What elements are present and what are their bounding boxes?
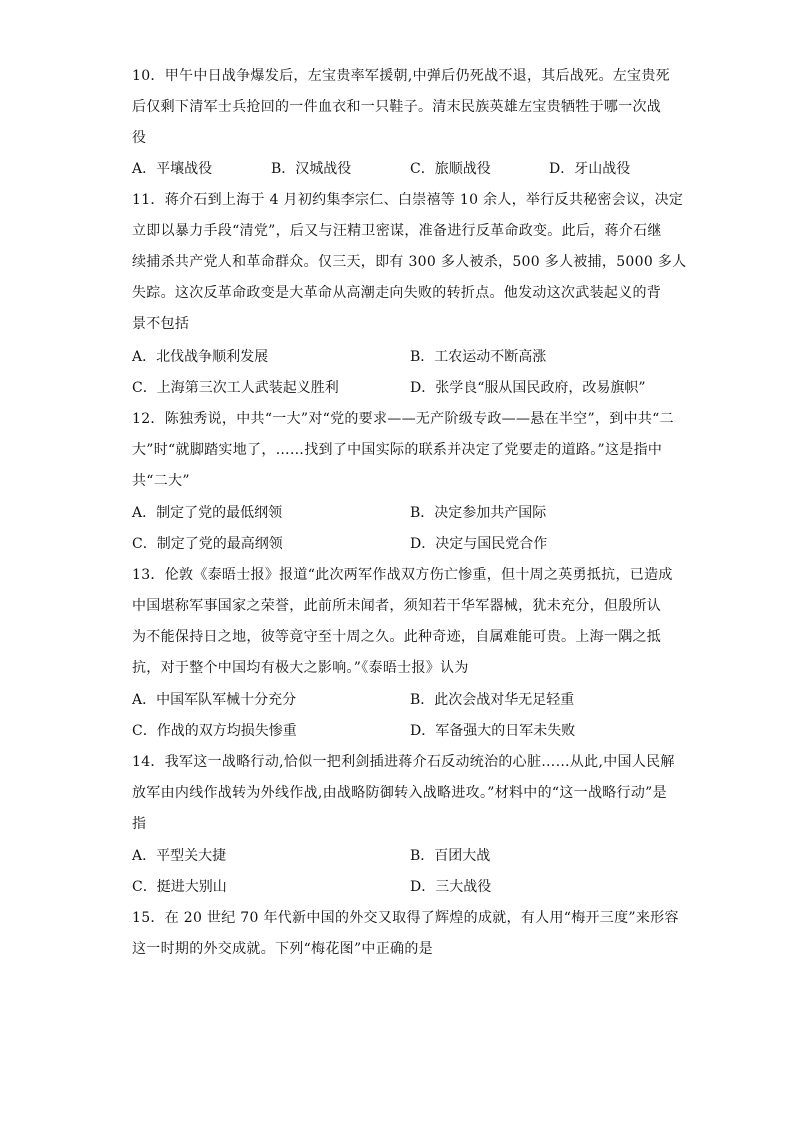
option-b: B．汉城战役 (271, 161, 352, 177)
option-a: A．制定了党的最低纲领 (132, 505, 283, 521)
question-text-line: 13．伦敦《泰晤士报》报道“此次两军作战双方伤亡惨重，但十周之英勇抵抗，已造成 (132, 567, 673, 583)
option-b: B．决定参加共产国际 (410, 505, 547, 521)
question-text-line: 后仅剩下清军士兵抢回的一件血衣和一只鞋子。清末民族英雄左宝贵牺牲于哪一次战 (132, 99, 662, 115)
question-text-line: 12．陈独秀说，中共“一大”对“党的要求——无产阶级专政——悬在半空”，到中共“二 (132, 411, 674, 427)
question-text-line: 役 (132, 130, 147, 146)
question-text-line: 中国堪称军事国家之荣誉，此前所未闻者，须知若干华军器械，犹未充分，但殷所认 (132, 598, 662, 614)
option-d: D．三大战役 (410, 879, 492, 895)
question-text-line: 10．甲午中日战争爆发后，左宝贵率军援朝,中弹后仍死战不退，其后战死。左宝贵死 (132, 68, 670, 84)
question-text-line: 失踪。这次反革命政变是大革命从高潮走向失败的转折点。他发动这次武装起义的背 (132, 285, 662, 301)
question-text-line: 续捕杀共产党人和革命群众。仅三天，即有 300 多人被杀，500 多人被捕，5000 多人 (132, 254, 687, 270)
option-a: A．北伐战争顺利发展 (132, 349, 269, 365)
option-c: C．上海第三次工人武装起义胜利 (132, 380, 339, 396)
option-b: B．工农运动不断高涨 (410, 349, 547, 365)
question-text-line: 为不能保持日之地，彼等竟守至十周之久。此种奇迹，自属难能可贵。上海一隅之抵 (132, 629, 662, 645)
question-text-line: 15．在 20 世纪 70 年代新中国的外交又取得了辉煌的成就，有人用“梅开三度”来形容 (132, 910, 679, 926)
question-text-line: 景不包括 (132, 316, 190, 332)
option-d: D．军备强大的日军未失败 (410, 723, 576, 739)
question-text-line: 抗，对于整个中国均有极大之影响。”《泰晤士报》认为 (132, 660, 469, 676)
question-text-line: 11．蒋介石到上海于 4 月初约集李宗仁、白崇禧等 10 余人，举行反共秘密会议，决定 (132, 192, 684, 208)
option-a: A．平型关大捷 (132, 848, 227, 864)
question-text-line: 指 (132, 816, 147, 832)
question-text-line: 14．我军这一战略行动,恰似一把利剑插进蒋介石反动统治的心脏……从此,中国人民解 (132, 754, 675, 770)
question-text-line: 共“二大” (132, 473, 190, 489)
option-c: C．挺进大别山 (132, 879, 227, 895)
question-text-line: 这一时期的外交成就。下列“梅花图”中正确的是 (132, 941, 433, 957)
option-d: D．张学良“服从国民政府，改易旗帜” (410, 380, 646, 396)
option-a: A．平壤战役 (132, 161, 213, 177)
option-a: A．中国军队军械十分充分 (132, 692, 297, 708)
question-text-line: 立即以暴力手段“清党”，后又与汪精卫密谋，准备进行反革命政变。此后，蒋介石继 (132, 223, 662, 239)
option-b: B．此次会战对华无足轻重 (410, 692, 575, 708)
option-c: C．制定了党的最高纲领 (132, 536, 283, 552)
option-c: C．作战的双方均损失惨重 (132, 723, 297, 739)
question-text-line: 放军由内线作战转为外线作战,由战略防御转入战略进攻。”材料中的“这一战略行动”是 (132, 785, 667, 801)
question-text-line: 大”时“就脚踏实地了，……找到了中国实际的联系并决定了党要走的道路。”这是指中 (132, 442, 663, 458)
option-d: D．牙山战役 (549, 161, 631, 177)
option-c: C．旅顺战役 (410, 161, 491, 177)
option-d: D．决定与国民党合作 (410, 536, 548, 552)
option-b: B．百团大战 (410, 848, 491, 864)
